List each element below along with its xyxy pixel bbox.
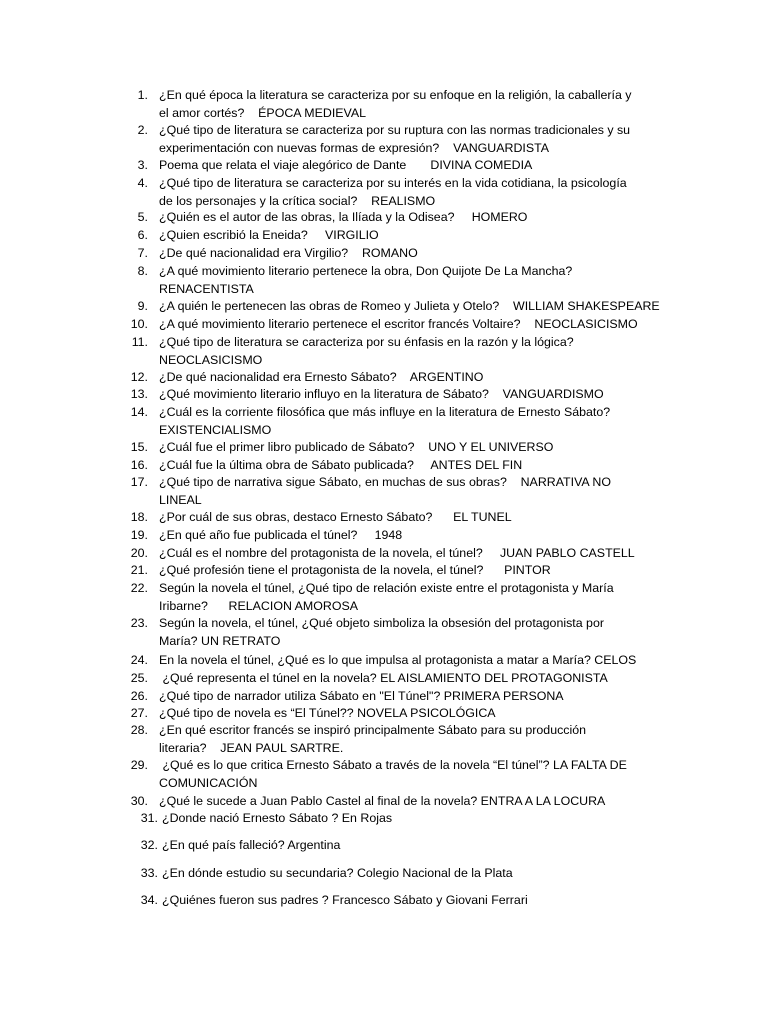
item-number: 29.: [130, 758, 148, 772]
item-text: [159, 369, 659, 387]
item-text-line: ¿Qué tipo de literatura se caracteriza por su ruptura con las normas tradicionales y su: [159, 123, 631, 137]
item-text: ¿Donde nació Ernesto Sábato ? En Rojas: [162, 811, 393, 825]
item-text: [159, 545, 659, 563]
item-number: 32.: [140, 838, 158, 852]
item-number: 20.: [130, 546, 148, 560]
item-text-line: de los personajes y la crítica social? REALISMO: [159, 193, 436, 208]
item-text-line: ¿Qué tipo de narrador utiliza Sábato en "El Túnel"? PRIMERA PERSONA: [159, 689, 564, 703]
item-text-line: experimentación con nuevas formas de expresión? VANGUARDISTA: [159, 140, 550, 155]
item-text-line: RENACENTISTA: [159, 281, 254, 296]
item-number: 24.: [130, 653, 148, 667]
item-text: [159, 722, 659, 757]
item-text-line: el amor cortés? ÉPOCA MEDIEVAL: [159, 105, 367, 120]
item-number: 4.: [137, 176, 148, 190]
item-number: 19.: [130, 528, 148, 542]
item-number: 23.: [130, 616, 148, 630]
item-text-line: ¿Qué movimiento literario influyo en la literatura de Sábato? VANGUARDISMO: [159, 387, 604, 401]
item-number: 5.: [137, 210, 148, 224]
item-text-line: ¿Cuál fue el primer libro publicado de Sábato? UNO Y EL UNIVERSO: [159, 440, 554, 454]
item-text-line: ¿Qué tipo de narrativa sigue Sábato, en muchas de sus obras? NARRATIVA NO: [159, 475, 612, 489]
item-text: [159, 670, 659, 688]
item-text-line: En la novela el túnel, ¿Qué es lo que impulsa al protagonista a matar a María? CELOS: [159, 653, 637, 667]
item-number: 6.: [137, 228, 148, 242]
item-text-line: Iribarne? RELACION AMOROSA: [159, 598, 358, 613]
item-text-line: NEOCLASICISMO: [159, 352, 263, 367]
item-text: [159, 263, 659, 298]
item-number: 22.: [130, 581, 148, 595]
item-text: [159, 209, 659, 227]
item-text-line: ¿Qué representa el túnel en la novela? EL AISLAMIENTO DEL PROTAGONISTA: [159, 671, 608, 685]
item-number: 28.: [130, 723, 148, 737]
item-text: [159, 688, 659, 706]
item-text-line: ¿En qué escritor francés se inspiró principalmente Sábato para su producción: [159, 723, 587, 737]
item-number: 31.: [140, 811, 158, 825]
item-text: [159, 404, 659, 439]
item-text-line: EXISTENCIALISMO: [159, 422, 272, 437]
item-text: ¿En qué país falleció? Argentina: [162, 838, 341, 852]
item-text: [159, 793, 659, 811]
item-text-line: LINEAL: [159, 492, 202, 507]
item-number: 17.: [130, 475, 148, 489]
item-number: 16.: [130, 458, 148, 472]
item-text-line: ¿A qué movimiento literario pertenece la obra, Don Quijote De La Mancha?: [159, 264, 573, 278]
item-text-line: ¿Qué le sucede a Juan Pablo Castel al final de la novela? ENTRA A LA LOCURA: [159, 794, 606, 808]
item-text: [159, 298, 659, 316]
item-text-line: literaria? JEAN PAUL SARTRE.: [159, 740, 344, 755]
item-text-line: COMUNICACIÓN: [159, 775, 258, 790]
item-number: 26.: [130, 689, 148, 703]
item-text-line: ¿En qué año fue publicada el túnel? 1948: [159, 528, 403, 542]
item-text: [159, 474, 659, 509]
item-number: 30.: [130, 794, 148, 808]
item-text-line: ¿A qué movimiento literario pertenece el escritor francés Voltaire? NEOCLASICISMO: [159, 317, 638, 331]
item-text: [159, 615, 659, 650]
item-text-line: ¿Qué es lo que critica Ernesto Sábato a través de la novela “El túnel”? LA FALTA DE: [159, 758, 627, 772]
item-text: [159, 652, 659, 670]
item-text: [159, 175, 659, 210]
item-text: [159, 334, 659, 369]
item-number: 12.: [130, 370, 148, 384]
item-text: [159, 580, 659, 615]
item-number: 13.: [130, 387, 148, 401]
item-text-line: ¿De qué nacionalidad era Virgilio? ROMANO: [159, 246, 418, 260]
item-text-line: ¿Qué tipo de novela es “El Túnel?? NOVELA PSICOLÓGICA: [159, 706, 496, 720]
item-text-line: Según la novela el túnel, ¿Qué tipo de relación existe entre el protagonista y María: [159, 581, 614, 595]
item-text-line: ¿En qué época la literatura se caracteriza por su enfoque en la religión, la caballería y: [159, 88, 632, 102]
item-number: 25.: [130, 671, 148, 685]
item-number: 18.: [130, 510, 148, 524]
item-text-line: ¿Qué tipo de literatura se caracteriza por su interés en la vida cotidiana, la psicología: [159, 176, 627, 190]
item-text-line: Según la novela, el túnel, ¿Qué objeto simboliza la obsesión del protagonista por: [159, 616, 604, 630]
item-text: [159, 562, 659, 580]
item-text-line: ¿Qué profesión tiene el protagonista de la novela, el túnel? PINTOR: [159, 563, 551, 577]
item-text: [159, 527, 659, 545]
item-number: 34.: [140, 893, 158, 907]
item-text-line: ¿Cuál es la corriente filosófica que más influye en la literatura de Ernesto Sábato?: [159, 405, 611, 419]
item-text-line: ¿Cuál es el nombre del protagonista de la novela, el túnel? JUAN PABLO CASTELL: [159, 546, 635, 560]
item-number: 2.: [137, 123, 148, 137]
item-text: [159, 439, 659, 457]
item-number: 3.: [137, 158, 148, 172]
item-number: 21.: [130, 563, 148, 577]
item-number: 9.: [137, 299, 148, 313]
item-text-line: ¿Cuál fue la última obra de Sábato publicada? ANTES DEL FIN: [159, 458, 523, 472]
item-text-line: ¿De qué nacionalidad era Ernesto Sábato? ARGENTINO: [159, 370, 484, 384]
item-text: [159, 87, 659, 122]
item-text-line: ¿Quién es el autor de las obras, la Ilíada y la Odisea? HOMERO: [159, 210, 528, 224]
item-number: 8.: [137, 264, 148, 278]
item-text-line: ¿Qué tipo de literatura se caracteriza por su énfasis en la razón y la lógica?: [159, 335, 574, 349]
item-text: ¿Quiénes fueron sus padres ? Francesco Sábato y Giovani Ferrari: [162, 893, 528, 907]
item-number: 27.: [130, 706, 148, 720]
item-text: [159, 509, 659, 527]
item-text: [159, 386, 659, 404]
item-number: 10.: [130, 317, 148, 331]
item-text: ¿En dónde estudio su secundaria? Colegio Nacional de la Plata: [162, 866, 513, 880]
item-text: [159, 457, 659, 475]
item-number: 14.: [130, 405, 148, 419]
item-text-line: ¿Por cuál de sus obras, destaco Ernesto Sábato? EL TUNEL: [159, 510, 512, 524]
item-text-line: Poema que relata el viaje alegórico de Dante DIVINA COMEDIA: [159, 158, 533, 172]
item-text-line: María? UN RETRATO: [159, 633, 281, 648]
item-number: 15.: [130, 440, 148, 454]
item-text: [159, 316, 659, 334]
item-text-line: ¿Quien escribió la Eneida? VIRGILIO: [159, 228, 379, 242]
item-text-line: ¿A quién le pertenecen las obras de Romeo y Julieta y Otelo? WILLIAM SHAKESPEARE: [159, 299, 660, 313]
item-text: [159, 122, 659, 157]
item-number: 7.: [137, 246, 148, 260]
item-text: [159, 227, 659, 245]
item-number: 1.: [137, 88, 148, 102]
item-text: [159, 705, 659, 723]
item-text: [159, 157, 659, 175]
item-text: [159, 757, 659, 792]
item-number: 11.: [131, 335, 148, 349]
item-text: [159, 245, 659, 263]
item-number: 33.: [140, 866, 158, 880]
